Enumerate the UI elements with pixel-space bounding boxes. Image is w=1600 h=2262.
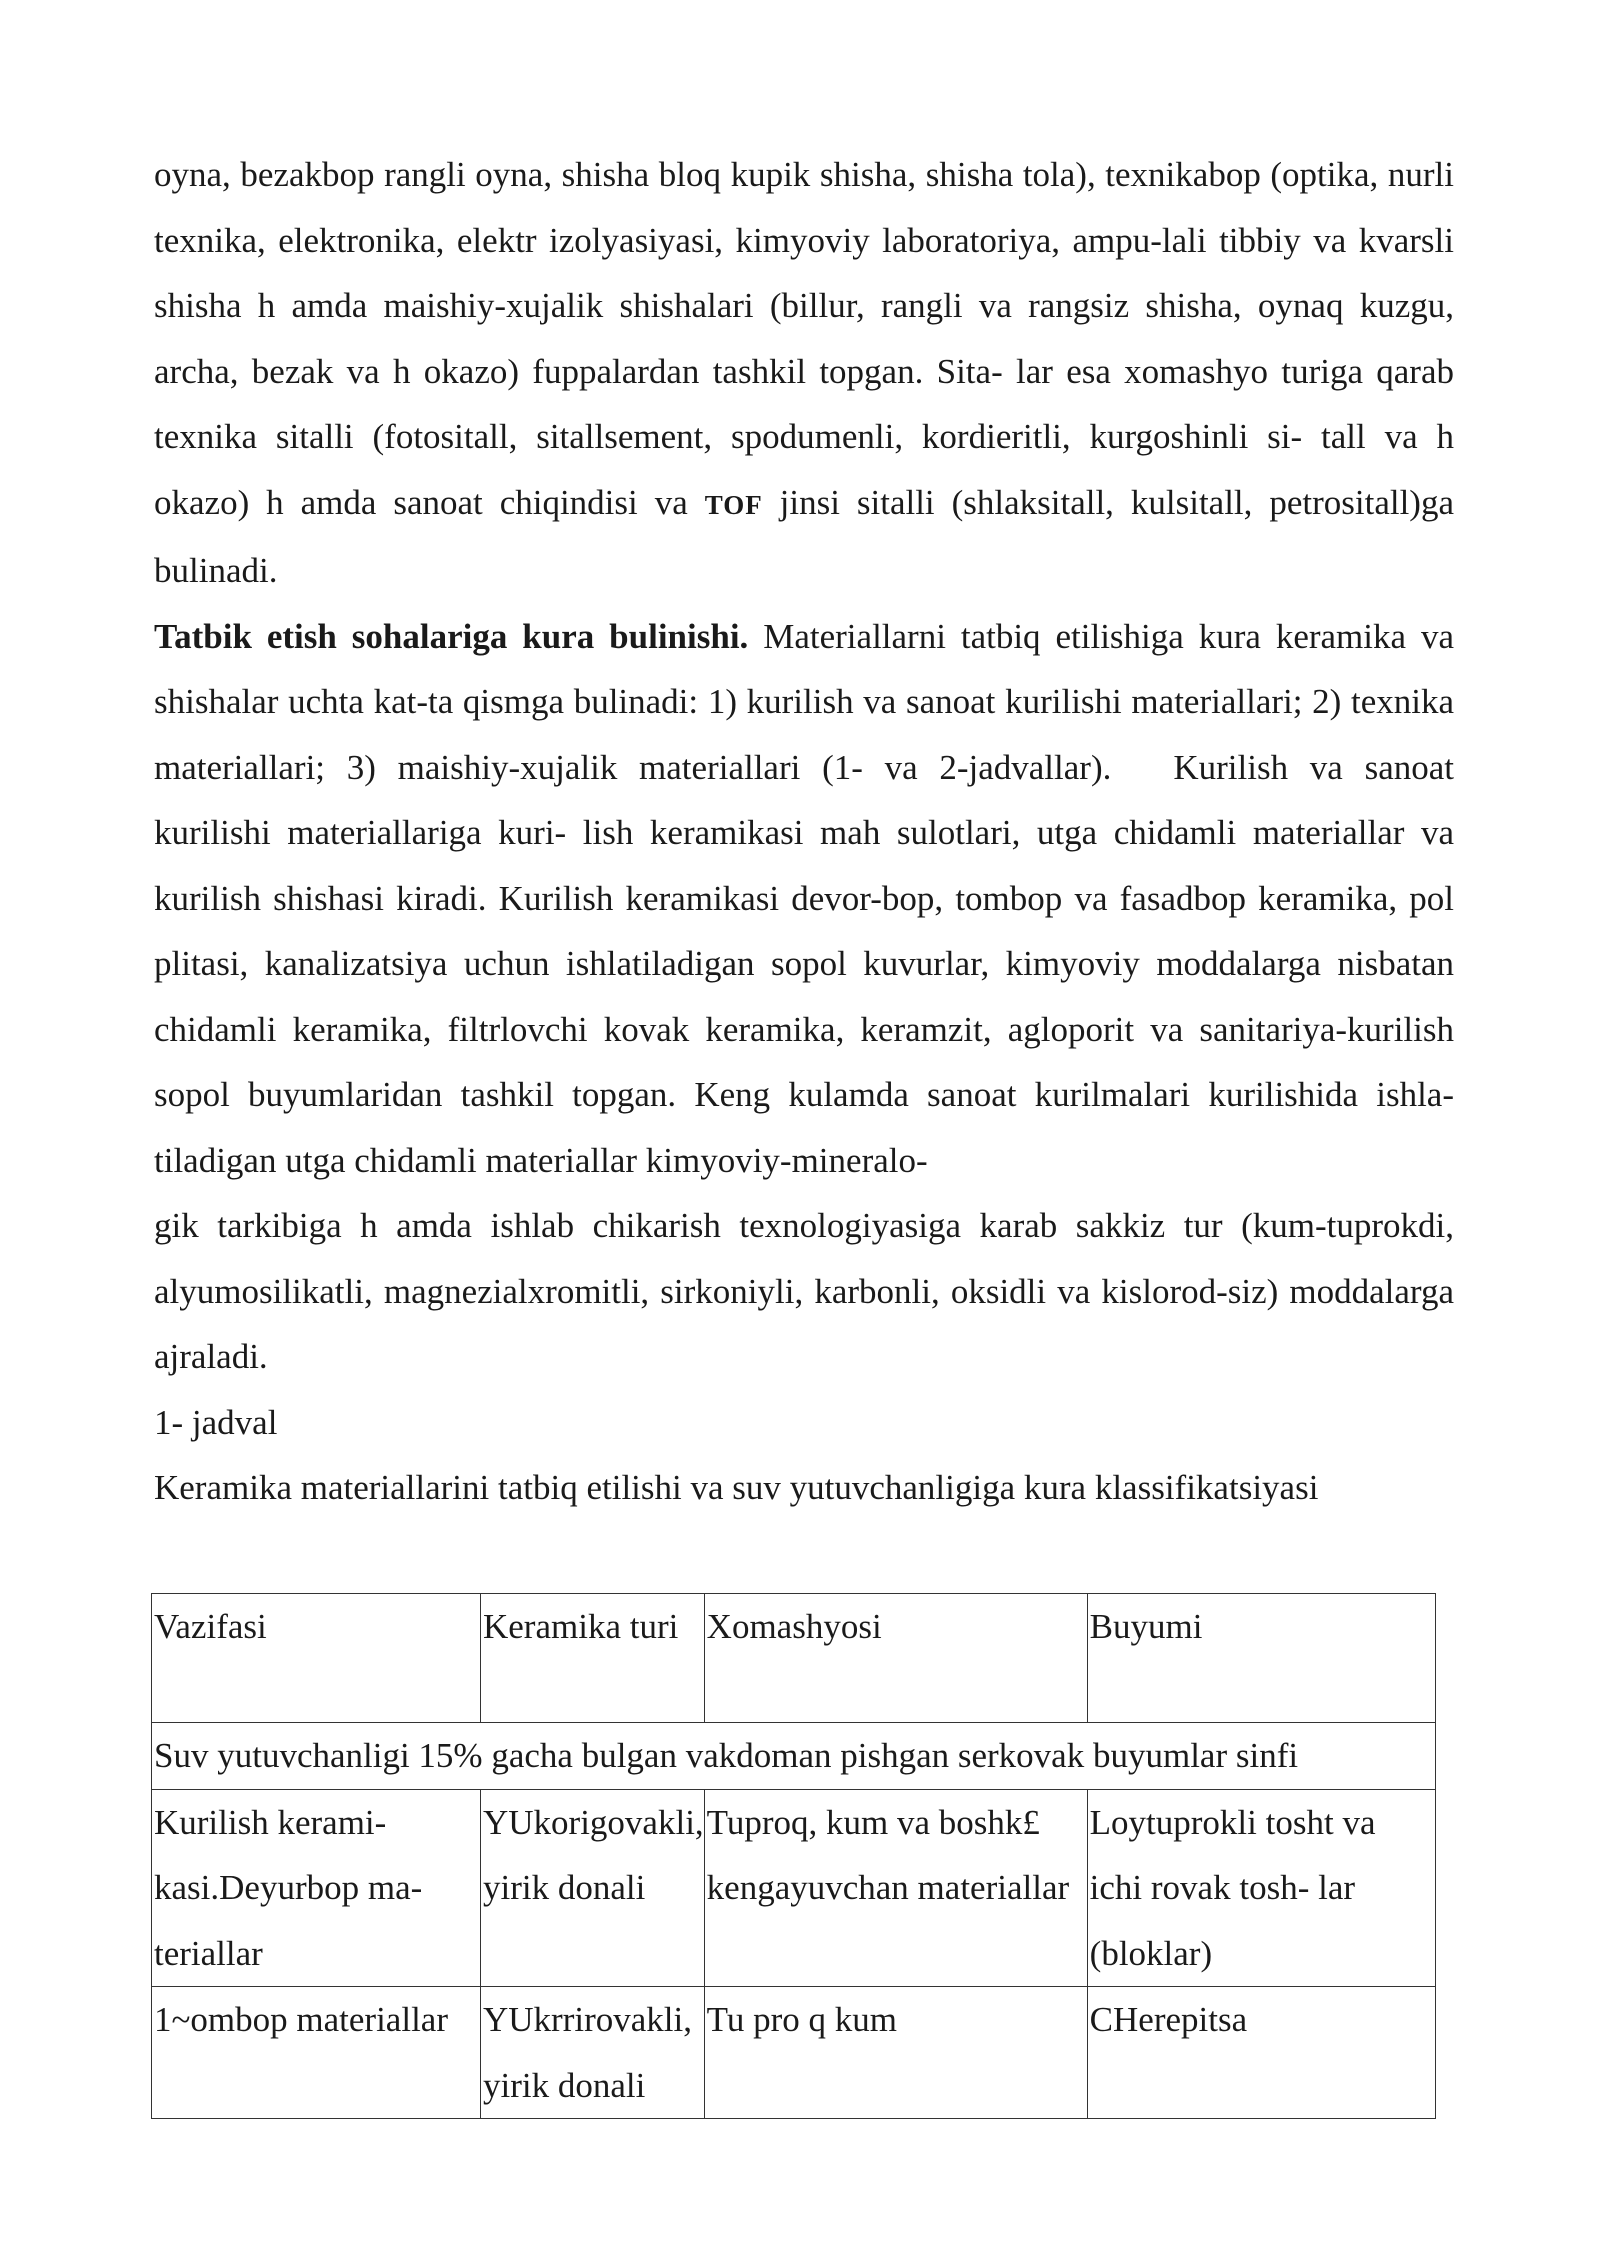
table-header-row bbox=[152, 1594, 1436, 1723]
paragraph-text: Kurilish va sanoat kurilishi materiallariga kuri- lish keramikasi mah sulotlari, utga chidamli materiallar va kurilish shishasi kiradi. Kurilish keramikasi devor-bop, tombop va fasadbop keramika, pol plitasi, kanalizatsiya uchun ishlatiladigan sopol kuvurlar, kimyoviy moddalarga nisbatan chidamli keramika, filtrlovchi kovak keramika, keramzit, agloporit va sanitariya-kurilish sopol buyumlaridan tashkil topgan. Keng kulamda sanoat kurilmalari kurilishida ishla-tiladigan utga chidamli materiallar kimyoviy-mineralo- bbox=[154, 747, 1454, 1180]
table-section-row bbox=[152, 1723, 1436, 1790]
header-cell: Vazifasi bbox=[152, 1594, 481, 1723]
header-cell: Keramika turi bbox=[481, 1594, 705, 1723]
header-cell: Xomashyosi bbox=[704, 1594, 1087, 1723]
paragraph-glass-classification bbox=[154, 142, 1454, 604]
paragraph-text: jinsi sitalli (shlaksitall, kulsitall, petrositall)ga bulinadi. bbox=[154, 482, 1454, 590]
tof-abbreviation: TOF bbox=[704, 489, 763, 520]
section-heading: Tatbik etish sohalariga kura bulinishi. bbox=[154, 616, 749, 656]
table-cell: Tu pro q kum bbox=[704, 1987, 1087, 2119]
table-cell: YUkorigovakli, yirik donali bbox=[481, 1789, 705, 1987]
table-label: 1- jadval bbox=[154, 1402, 278, 1442]
table-row bbox=[152, 1789, 1436, 1987]
table-cell: Tuproq, kum va boshk£ kengayuvchan materiallar bbox=[704, 1789, 1087, 1987]
paragraph-text: Materiallarni tatbiq etilishiga kura keramika va shishalar uchta kat-ta qismga bulinadi: 1) kurilish va sanoat kurilishi materiallari; 2) texnika materiallari; 3) maishiy-xujalik materiallari (1- va 2-jadvallar). bbox=[154, 616, 1455, 787]
header-cell: Buyumi bbox=[1087, 1594, 1435, 1723]
table-cell: Kurilish kerami-kasi.Deyurbop ma-teriallar bbox=[152, 1789, 481, 1987]
table-cell: Loytuprokli tosht va ichi rovak tosh- lar (bloklar) bbox=[1087, 1789, 1435, 1987]
table-row bbox=[152, 1987, 1436, 2119]
table-title: Keramika materiallarini tatbiq etilishi va suv yutuvchanligiga kura klassifikatsiyasi bbox=[154, 1468, 1319, 1507]
paragraph-text: oyna, bezakbop rangli oyna, shisha bloq kupik shisha, shisha tola), texnikabop (optika, nurli texnika, elektronika, elektr izolyasiyasi, kimyoviy laboratoriya, ampu-lali tibbiy va kvarsli shisha h amda maishiy-xujalik shishalari (billur, rangli va rangsiz shisha, oynaq kuzgu, archa, bezak va h okazo) fuppalardan tashkil topgan. Sita- lar esa xomashyo turiga qarab texnika sitalli (fotositall, sitallsement, spodumenli, kordieritli, kurgoshinli si- tall va h okazo) h amda sanoat chiqindisi va bbox=[154, 155, 1454, 522]
section-cell: Suv yutuvchanligi 15% gacha bulgan vakdoman pishgan serkovak buyumlar sinfi bbox=[152, 1723, 1436, 1790]
document-body bbox=[154, 142, 1454, 1521]
table-cell: CHerepitsa bbox=[1087, 1987, 1435, 2119]
table-cell: 1~ombop materiallar bbox=[152, 1987, 481, 2119]
paragraph-mineralogic: gik tarkibiga h amda ishlab chikarish texnologiyasiga karab sakkiz tur (kum-tuprokdi, alyumosilikatli, magnezialxromitli, sirkoniyli, karbonli, oksidli va kislorod-siz) moddalarga ajraladi. bbox=[154, 1206, 1454, 1376]
classification-table bbox=[151, 1593, 1436, 2119]
paragraph-application-areas bbox=[154, 604, 1454, 1194]
table-cell: YUkrrirovakli, yirik donali bbox=[481, 1987, 705, 2119]
